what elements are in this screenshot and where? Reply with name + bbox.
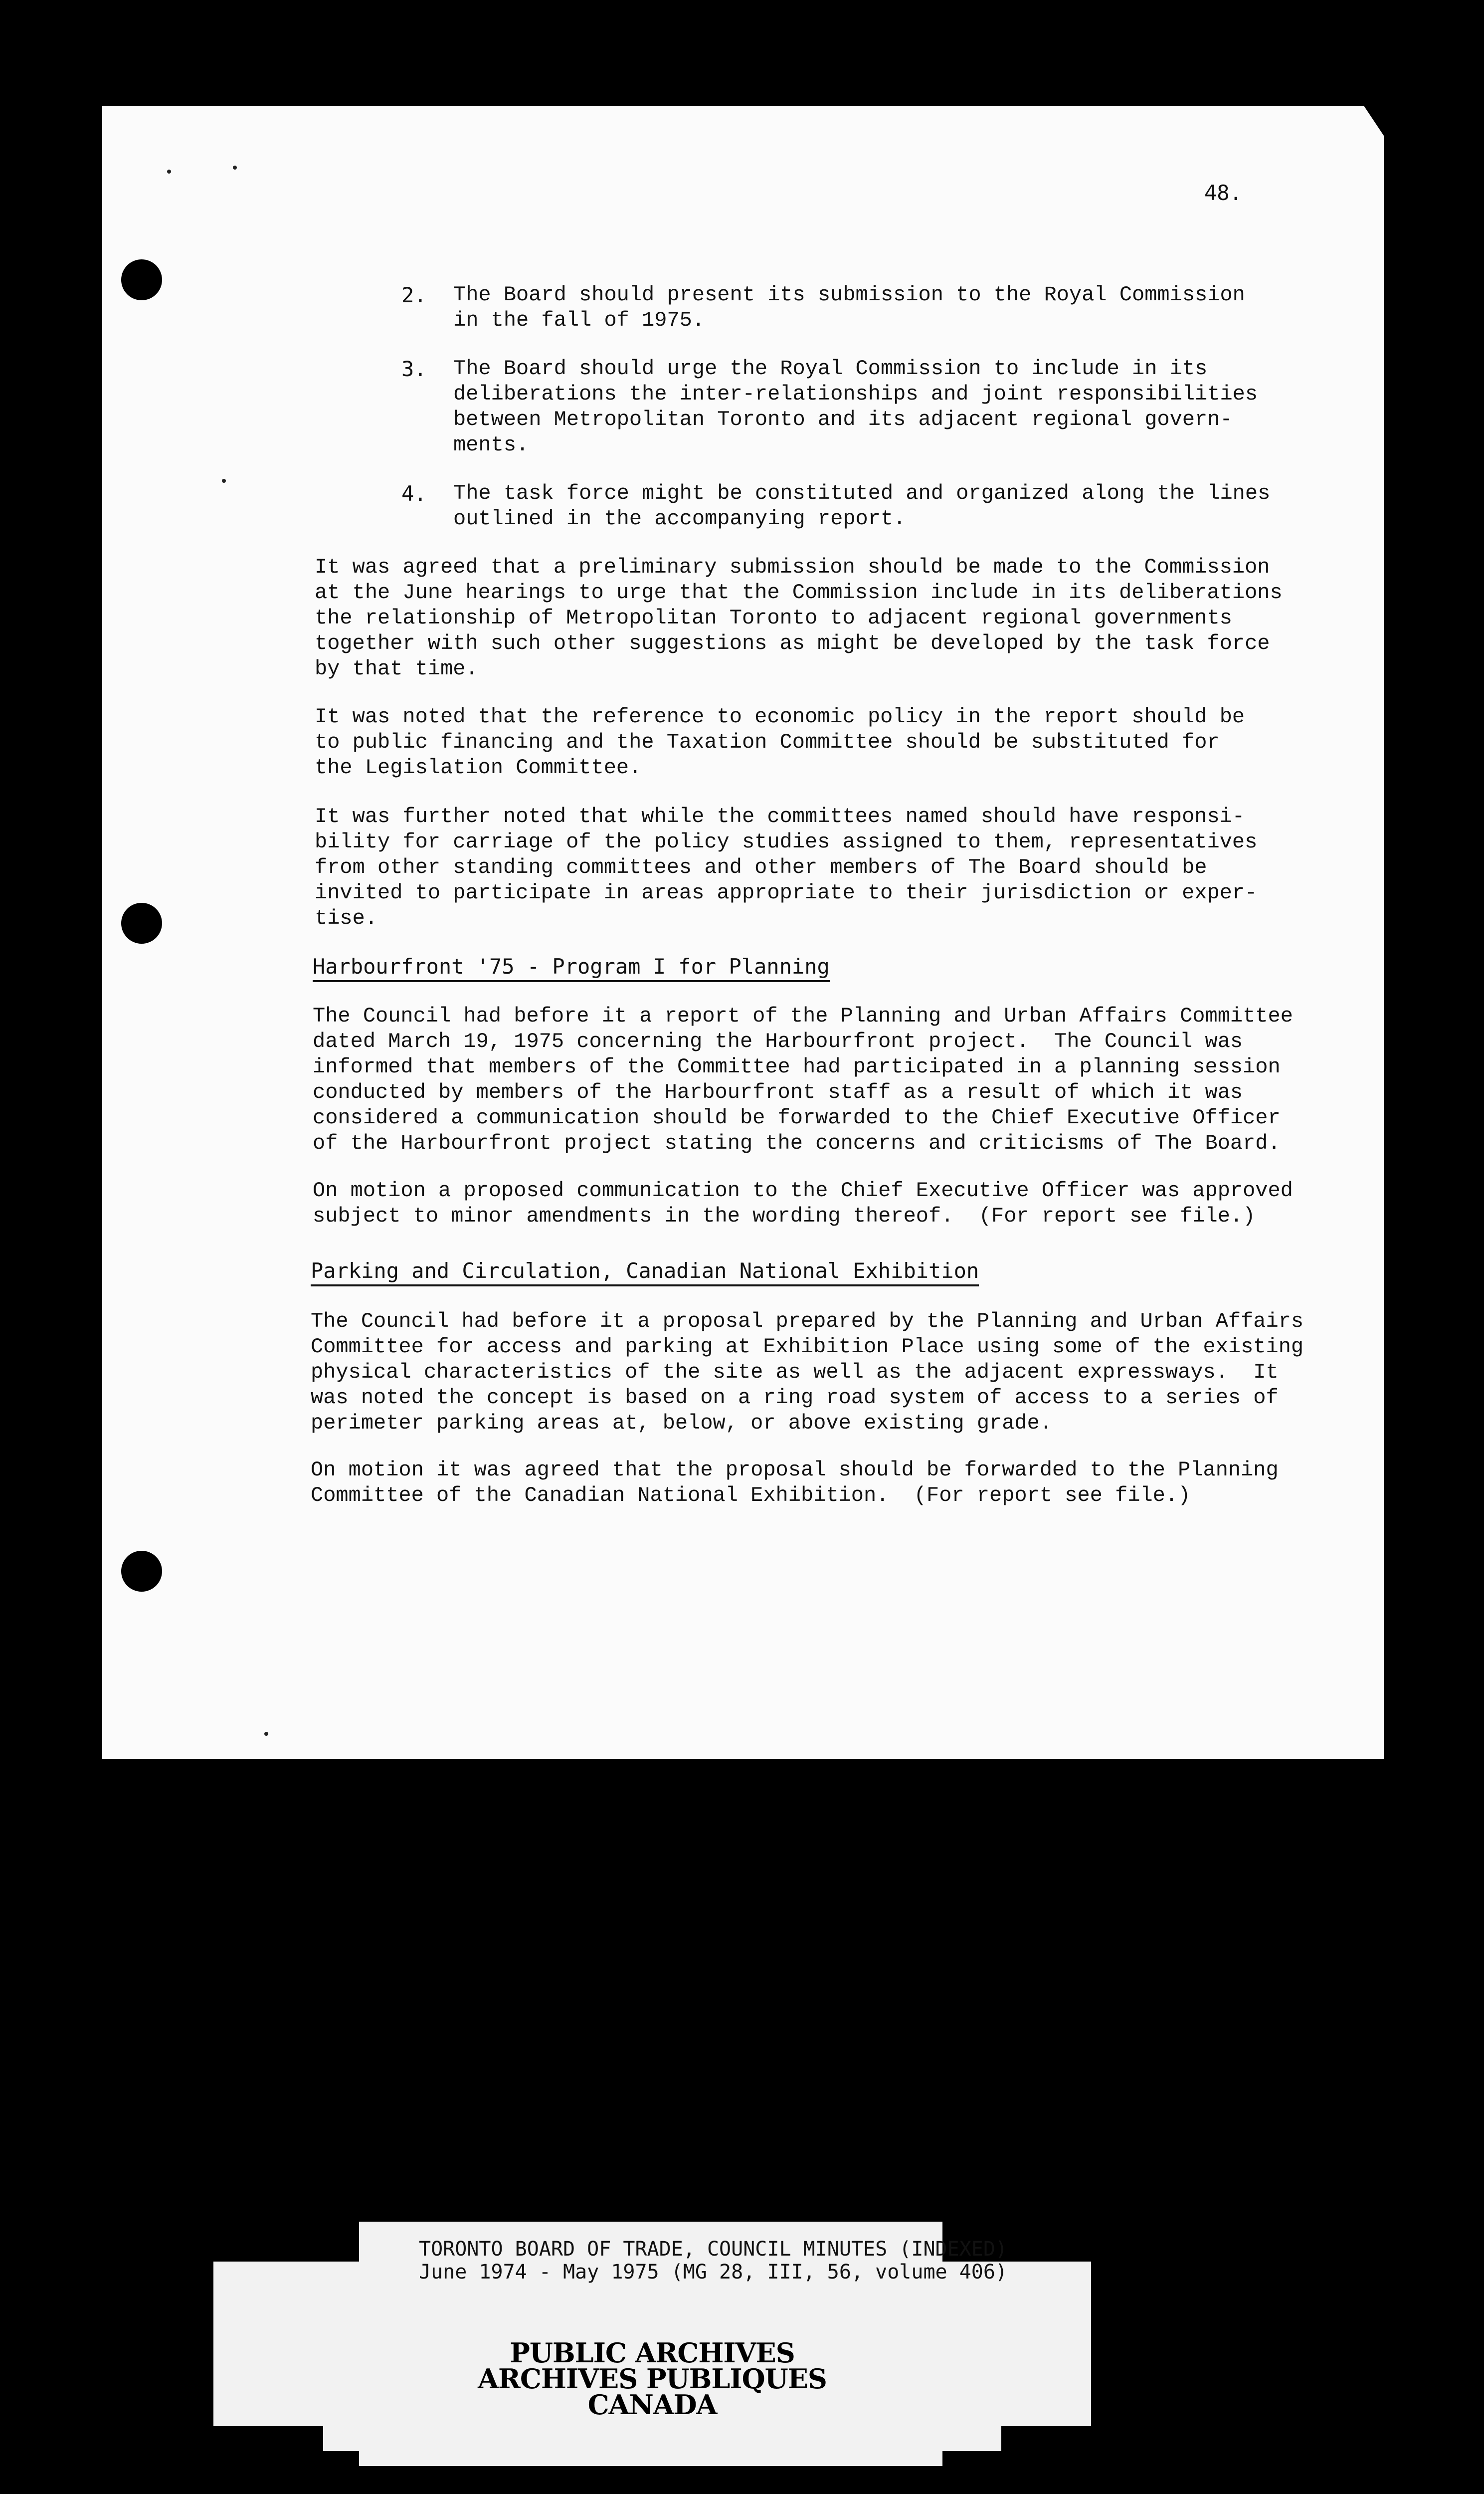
paragraph-parking-proposal: The Council had before it a proposal prepared by the Planning and Urban Affairs Committee for access and parking at Exhibition Place using some of the existing physical characteristics of the site as well as the adjacent expressways. It was noted the concept is based on a ring road system of access to a series of perimeter parking areas at, below, or above existing grade. xyxy=(311,1309,1304,1435)
paragraph-harbourfront-report: The Council had before it a report of the Planning and Urban Affairs Committee dated March 19, 1975 concerning the Harbourfront project. The Council was informed that members of the Committee had participated in a planning session conducted by members of the Harbourfront staff as a result of which it was considered a communication should be forwarded to the Chief Executive Officer of the Harbourfront project stating the concerns and criticisms of The Board. xyxy=(313,1004,1293,1155)
list-item-number: 3. xyxy=(401,357,427,381)
list-item-text: The task force might be constituted and organized along the lines outlined in the accompanying report. xyxy=(453,481,1271,531)
list-item-number: 4. xyxy=(401,481,427,506)
scan-speck xyxy=(167,170,171,174)
archive-label xyxy=(213,2222,1091,2466)
paragraph-preliminary-submission: It was agreed that a preliminary submission should be made to the Commission at the June hearings to urge that the Commission include in its deliberations the relationship of Metropolitan Toronto to adjacent regional governments together with such other suggestions as might be developed by the task force by that time. xyxy=(315,555,1283,681)
scan-speck xyxy=(233,166,237,170)
list-item-text: The Board should present its submission to the Royal Commission in the fall of 1975. xyxy=(453,283,1245,332)
heading-parking-circulation: Parking and Circulation, Canadian National Exhibition xyxy=(311,1258,979,1286)
punch-hole-top xyxy=(121,259,162,300)
list-item-number: 2. xyxy=(401,283,427,307)
punch-hole-middle xyxy=(121,903,162,944)
scan-speck xyxy=(264,1732,268,1736)
punch-hole-bottom xyxy=(121,1551,162,1592)
paragraph-parking-motion: On motion it was agreed that the proposal should be forwarded to the Planning Committee of the Canadian National Exhibition. (For report see file.) xyxy=(311,1458,1279,1507)
archive-stamp-line3: CANADA xyxy=(587,2389,717,2421)
page-number: 48. xyxy=(1204,181,1242,205)
archive-label-line2: June 1974 - May 1975 (MG 28, III, 56, volume 406) xyxy=(419,2261,1008,2284)
paragraph-economic-policy: It was noted that the reference to economic policy in the report should be to public financing and the Taxation Committee should be substituted for the Legislation Committee. xyxy=(315,705,1245,780)
heading-harbourfront: Harbourfront '75 - Program I for Planning xyxy=(313,954,830,982)
scan-speck xyxy=(222,479,226,483)
archive-stamp-line2: ARCHIVES PUBLIQUES xyxy=(478,2363,827,2395)
paragraph-committees: It was further noted that while the committees named should have responsi- bility for carriage of the policy studies assigned to them, representatives from other standing committees and other members of The Board should be invited to participate in areas appropriate to their jurisdiction or exper- tise. xyxy=(315,805,1258,930)
list-item-text: The Board should urge the Royal Commission to include in its deliberations the inter-relationships and joint responsibilities between Metropolitan Toronto and its adjacent regional govern- ments. xyxy=(453,357,1258,457)
archive-label-line1: TORONTO BOARD OF TRADE, COUNCIL MINUTES (INDEXED) xyxy=(419,2238,1008,2261)
paragraph-harbourfront-motion: On motion a proposed communication to the Chief Executive Officer was approved subject to minor amendments in the wording thereof. (For report see file.) xyxy=(313,1179,1293,1228)
folded-corner xyxy=(1364,106,1384,136)
document-page xyxy=(102,106,1384,1759)
archive-stamp-line1: PUBLIC ARCHIVES xyxy=(510,2337,795,2369)
